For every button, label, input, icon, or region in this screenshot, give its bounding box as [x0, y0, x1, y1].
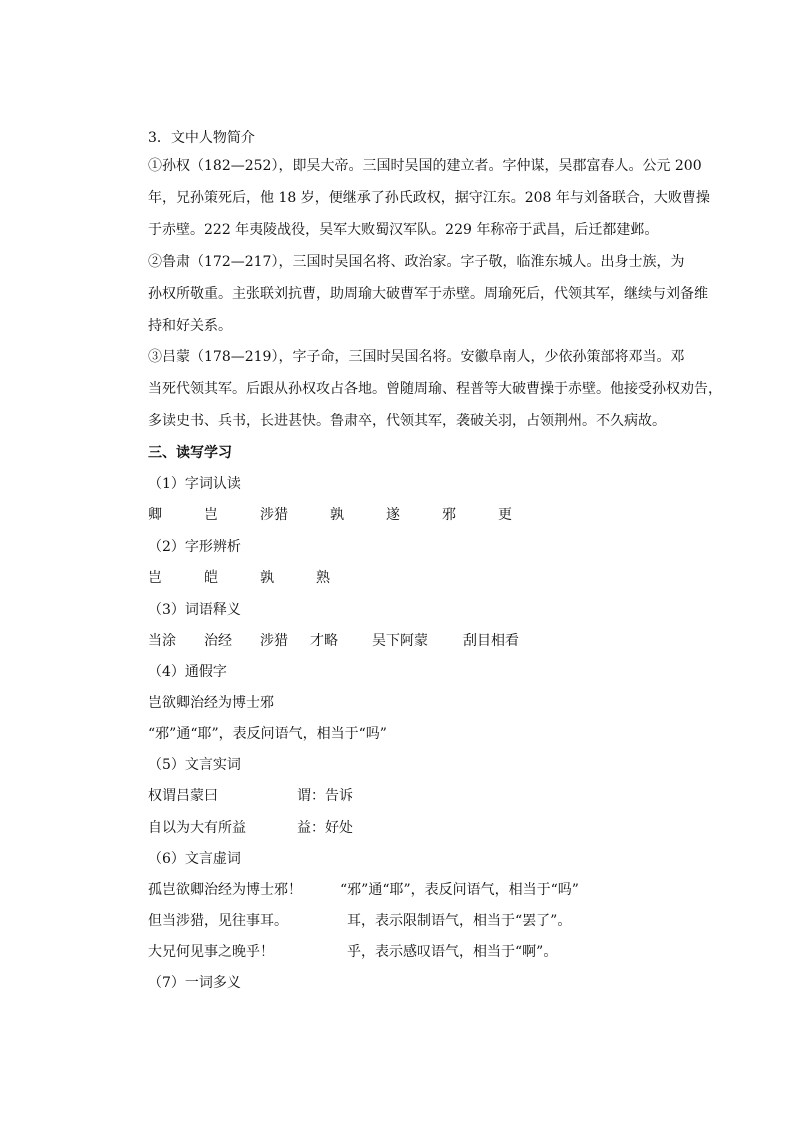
subheading-7: （7）一词多义	[148, 975, 241, 991]
word-item: 吴下阿蒙	[372, 633, 428, 649]
xuci-sentence: 孤岂欲卿治经为博士邪！	[148, 882, 302, 898]
word-item: 卿	[148, 507, 162, 523]
shici-gloss: 益：好处	[297, 820, 353, 836]
word-item: 岂	[204, 507, 218, 523]
section-three-title: 三、读写学习	[148, 445, 232, 461]
subheading-2: （2）字形辨析	[148, 539, 241, 555]
paragraph-sunquan-line-1: ①孙权（182—252），即吴大帝。三国时吴国的建立者。字仲谋，吴郡富春人。公元 200	[148, 158, 702, 174]
xuci-sentence: 但当涉猎，见往事耳。	[148, 913, 288, 929]
word-item: 更	[498, 507, 512, 523]
paragraph-lusu-line-3: 持和好关系。	[148, 318, 232, 334]
word-item: 当涂	[148, 633, 176, 649]
subheading-1: （1）字词认读	[148, 476, 241, 492]
word-item: 刮目相看	[463, 633, 519, 649]
paragraph-lvmeng-line-1: ③吕蒙（178—219），字子命，三国时吴国名将。安徽阜南人，少依孙策部将邓当。邓	[148, 349, 685, 365]
paragraph-sunquan-line-2: 年，兄孙策死后，他 18 岁，便继承了孙氏政权，据守江东。208 年与刘备联合，大败曹操	[148, 190, 710, 206]
paragraph-lusu-line-2: 孙权所敬重。主张联刘抗曹，助周瑜大破曹军于赤壁。周瑜死后，代领其军，继续与刘备维	[148, 286, 708, 302]
shici-gloss: 谓：告诉	[297, 788, 353, 804]
word-item: 涉猎	[260, 633, 288, 649]
word-item: 皑	[204, 570, 218, 586]
shici-sentence: 自以为大有所益	[148, 820, 246, 836]
tongjia-note: “邪”通“耶”，表反问语气，相当于“吗”	[148, 726, 387, 742]
word-item: 孰	[330, 507, 344, 523]
word-item: 治经	[204, 633, 232, 649]
word-item: 熟	[316, 570, 330, 586]
section-3-title: 3．文中人物简介	[148, 130, 255, 146]
paragraph-lusu-line-1: ②鲁肃（172—217），三国时吴国名将、政治家。字子敬，临淮东城人。出身士族，为	[148, 254, 685, 270]
xuci-sentence: 大兄何见事之晚乎！	[148, 944, 274, 960]
word-item: 邪	[442, 507, 456, 523]
xuci-gloss: 乎，表示感叹语气，相当于“啊”。	[347, 944, 558, 960]
paragraph-lvmeng-line-3: 多读史书、兵书，长进甚快。鲁肃卒，代领其军，袭破关羽，占领荆州。不久病故。	[148, 413, 666, 429]
word-item: 涉猎	[260, 507, 288, 523]
subheading-6: （6）文言虚词	[148, 851, 241, 867]
subheading-4: （4）通假字	[148, 664, 227, 680]
subheading-3: （3）词语释义	[148, 602, 241, 618]
word-item: 岂	[148, 570, 162, 586]
word-item: 遂	[386, 507, 400, 523]
word-item: 孰	[260, 570, 274, 586]
paragraph-lvmeng-line-2: 当死代领其军。后跟从孙权攻占各地。曾随周瑜、程普等大破曹操于赤壁。他接受孙权劝告，	[148, 381, 722, 397]
tongjia-sentence: 岂欲卿治经为博士邪	[148, 695, 274, 711]
xuci-gloss: 耳，表示限制语气，相当于“罢了”。	[347, 913, 572, 929]
paragraph-sunquan-line-3: 于赤壁。222 年夷陵战役，吴军大败蜀汉军队。229 年称帝于武昌，后迁都建邺。	[148, 222, 659, 238]
subheading-5: （5）文言实词	[148, 757, 241, 773]
word-item: 才略	[310, 633, 338, 649]
xuci-gloss: “邪”通“耶”，表反问语气，相当于“吗”	[340, 882, 579, 898]
shici-sentence: 权谓吕蒙曰	[148, 788, 218, 804]
